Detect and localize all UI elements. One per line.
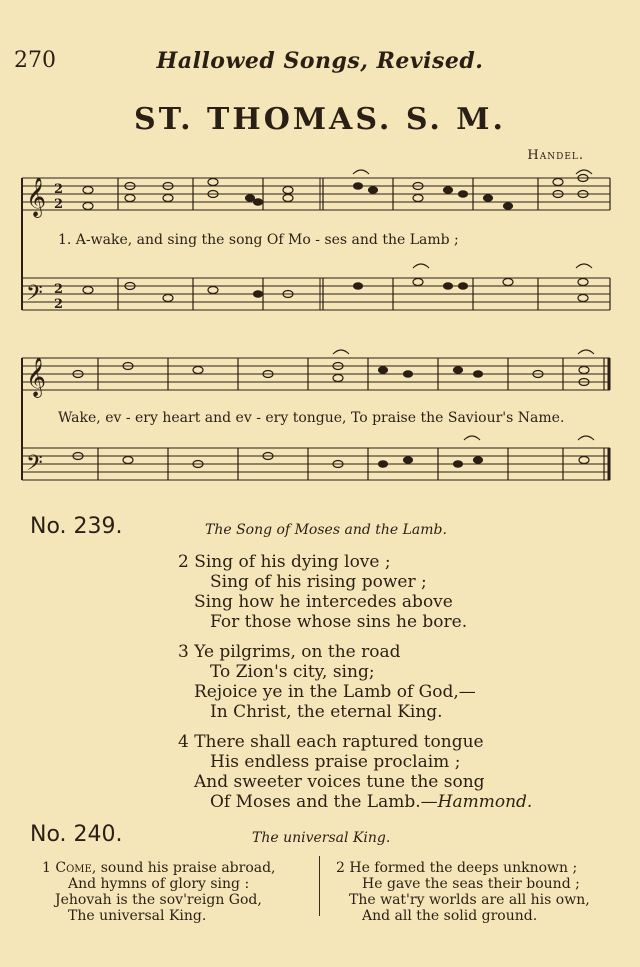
tune-title: ST. THOMAS. S. M.	[134, 102, 506, 137]
running-title: Hallowed Songs, Revised.	[156, 48, 484, 74]
verse-line: Rejoice ye in the Lamb of God,—	[194, 682, 476, 702]
verse-number: 1	[42, 860, 51, 876]
svg-text:𝄞: 𝄞	[26, 177, 47, 217]
staff-bass-1	[22, 278, 610, 310]
verse-line-with-attribution	[178, 792, 532, 812]
verse-line: And all the solid ground.	[362, 908, 538, 924]
verse-line: And hymns of glory sing :	[68, 876, 250, 892]
music-score	[18, 168, 618, 488]
verse-line: Sing of his rising power ;	[210, 572, 427, 592]
hymn-240-verse-1	[42, 860, 276, 924]
verse-line: 4 There shall each raptured tongue	[178, 732, 484, 752]
hymn-240-number: No. 240.	[30, 822, 123, 847]
verse-first-word: Come	[55, 860, 92, 876]
svg-text:2: 2	[54, 182, 64, 197]
hymn-239-verse-4	[178, 732, 532, 812]
hymn-239-verse-3	[178, 642, 476, 722]
verse-line: The universal King.	[68, 908, 207, 924]
svg-text:2: 2	[54, 197, 64, 212]
staff-bass-2	[22, 448, 610, 480]
verse-line: And sweeter voices tune the song	[194, 772, 485, 792]
verse-line: In Christ, the eternal King.	[210, 702, 443, 722]
page-number: 270	[14, 48, 56, 73]
svg-text:𝄞: 𝄞	[26, 357, 47, 397]
svg-text:2: 2	[54, 282, 64, 297]
lyric-line-1: 1. A-wake, and sing the song Of Mo - ses and the Lamb ;	[58, 232, 459, 248]
hymn-239-verse-2	[178, 552, 467, 632]
verse-line: The wat'ry worlds are all his own,	[349, 892, 590, 908]
hymn-240-verse-2	[336, 860, 590, 924]
staff-treble-2	[22, 358, 610, 390]
column-divider	[319, 856, 320, 916]
verse-line: He gave the seas their bound ;	[362, 876, 580, 892]
verse-line-first	[42, 860, 276, 876]
verse-line: His endless praise proclaim ;	[210, 752, 461, 772]
composer-name: Handel.	[527, 148, 584, 163]
verse-line: 3 Ye pilgrims, on the road	[178, 642, 401, 662]
hymn-239-subtitle: The Song of Moses and the Lamb.	[205, 522, 447, 538]
lyric-line-2: Wake, ev - ery heart and ev - ery tongue, To praise the Saviour's Name.	[58, 410, 565, 426]
verse-line: 2 He formed the deeps unknown ;	[336, 860, 578, 876]
hymn-239-number: No. 239.	[30, 514, 123, 539]
verse-line: 2 Sing of his dying love ;	[178, 552, 391, 572]
verse-line: Sing how he intercedes above	[194, 592, 453, 612]
verse-line: To Zion's city, sing;	[210, 662, 375, 682]
staff-treble-1	[22, 178, 610, 210]
verse-line: Jehovah is the sov'reign God,	[55, 892, 262, 908]
svg-text:2: 2	[54, 297, 64, 312]
svg-text:𝄢: 𝄢	[26, 451, 43, 481]
svg-text:𝄢: 𝄢	[26, 281, 43, 311]
verse-line: Of Moses and the Lamb.—	[210, 792, 438, 812]
hymn-239-attribution: Hammond.	[437, 792, 533, 812]
hymn-240-subtitle: The universal King.	[252, 830, 391, 846]
verse-line: , sound his praise abroad,	[91, 860, 276, 876]
verse-line: For those whose sins he bore.	[210, 612, 468, 632]
